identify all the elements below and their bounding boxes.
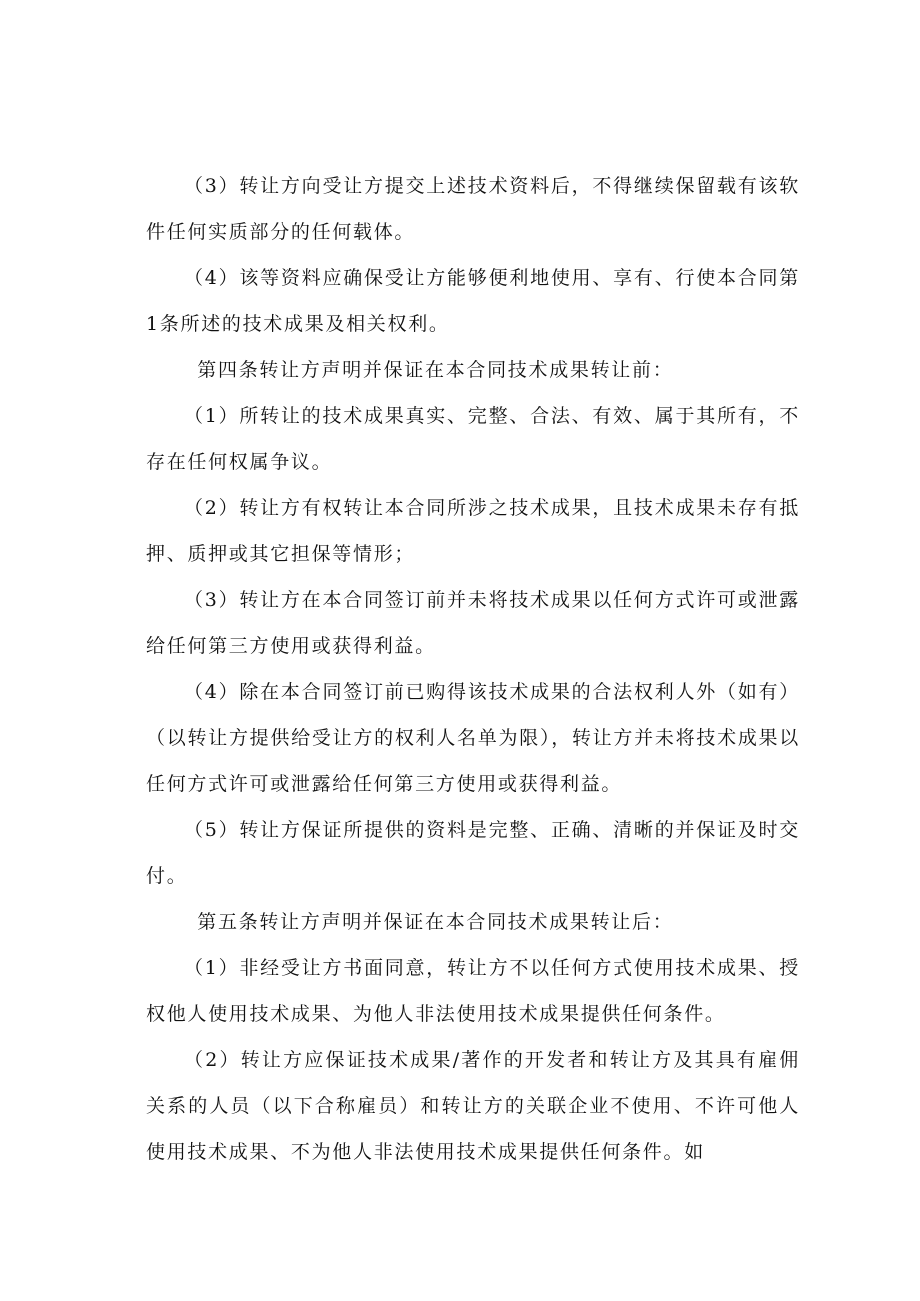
paragraph-clause-5-1: （1）非经受让方书面同意，转让方不以任何方式使用技术成果、授权他人使用技术成果、为他人非法使用技术成果提供任何条件。 <box>146 957 800 1025</box>
article-5-heading: 第五条转让方声明并保证在本合同技术成果转让后： <box>197 911 674 933</box>
paragraph-clause-4-2: （2）转让方有权转让本合同所涉之技术成果，且技术成果未存有抵押、质押或其它担保等情形； <box>146 497 800 565</box>
paragraph-clause-4-1: （1）所转让的技术成果真实、完整、合法、有效、属于其所有，不存在任何权属争议。 <box>146 405 800 473</box>
paragraph-clause-3-3: （3）转让方向受让方提交上述技术资料后，不得继续保留载有该软件任何实质部分的任何载体。 <box>146 175 800 243</box>
article-4-heading: 第四条转让方声明并保证在本合同技术成果转让前： <box>197 359 674 381</box>
paragraph-clause-4-4: （4）除在本合同签订前已购得该技术成果的合法权利人外（如有）（以转让方提供给受让方的权利人名单为限），转让方并未将技术成果以任何方式许可或泄露给任何第三方使用或获得利益。 <box>146 681 800 795</box>
paragraph-clause-5-2: （2）转让方应保证技术成果/著作的开发者和转让方及其具有雇佣关系的人员（以下合称雇员）和转让方的关联企业不使用、不许可他人使用技术成果、不为他人非法使用技术成果提供任何条件。如 <box>146 1049 800 1163</box>
paragraph-clause-3-4: （4）该等资料应确保受让方能够便利地使用、享有、行使本合同第1条所述的技术成果及相关权利。 <box>146 267 800 335</box>
paragraph-clause-4-3: （3）转让方在本合同签订前并未将技术成果以任何方式许可或泄露给任何第三方使用或获得利益。 <box>146 589 800 657</box>
paragraph-clause-4-5: （5）转让方保证所提供的资料是完整、正确、清晰的并保证及时交付。 <box>146 819 800 887</box>
